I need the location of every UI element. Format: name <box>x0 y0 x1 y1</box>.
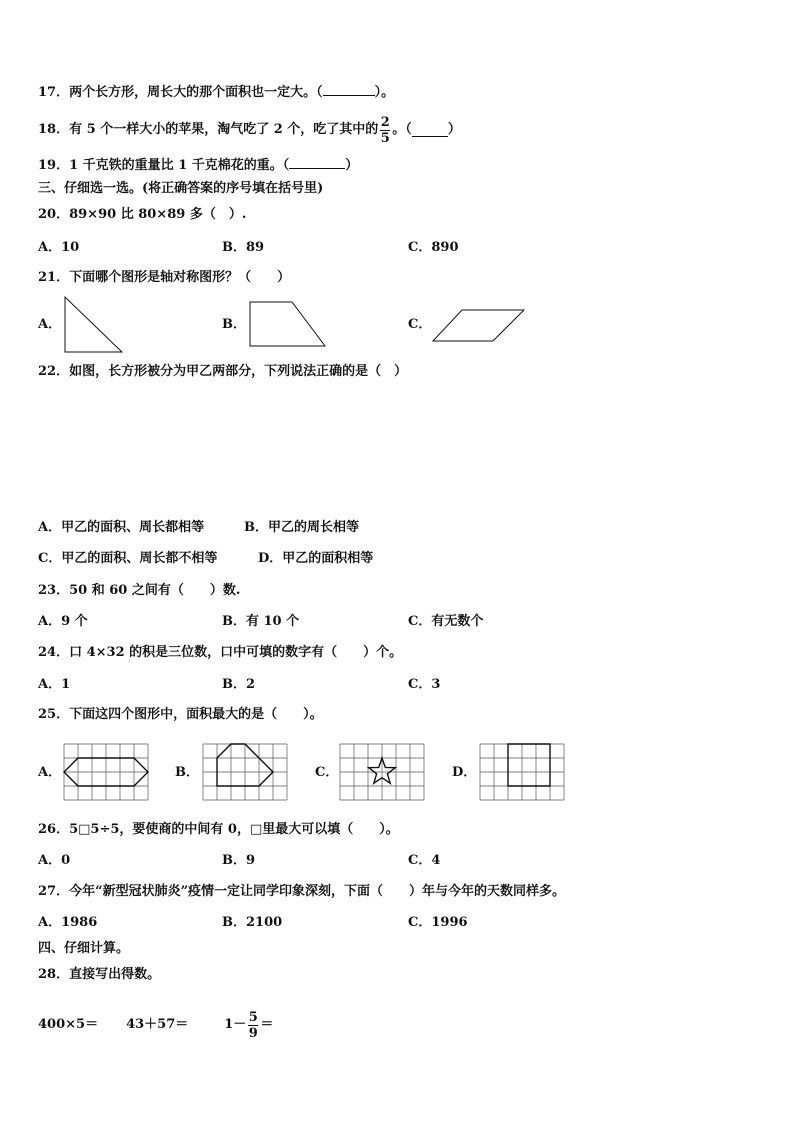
q26-option-c[interactable]: C．4 <box>408 853 441 868</box>
q17-end: ）。 <box>374 85 395 100</box>
q25-option-b[interactable]: B． <box>175 765 199 780</box>
answer-blank[interactable] <box>412 124 448 137</box>
right-triangle-shape <box>60 295 126 355</box>
question-25: 25．下面这四个图形中，面积最大的是（ ）。 <box>38 707 323 722</box>
q22-option-d[interactable]: D．甲乙的面积相等 <box>258 551 374 566</box>
q19-text: 19．1 千克铁的重量比 1 千克棉花的重。（ <box>38 158 290 173</box>
q23-option-a[interactable]: A．9 个 <box>38 614 88 629</box>
fraction-denominator: 9 <box>248 1025 258 1041</box>
q28-expressions <box>38 1008 273 1042</box>
fraction-numerator: 2 <box>380 114 390 130</box>
q21-option-c[interactable]: C． <box>408 317 432 332</box>
expression-2: 43＋57＝ <box>126 1017 189 1032</box>
question-26: 26．5□5÷5，要使商的中间有 0，□里最大可以填（ ）。 <box>38 822 399 837</box>
fraction-2-5 <box>380 116 390 145</box>
q23-option-b[interactable]: B．有 10 个 <box>222 614 300 629</box>
q20-option-b[interactable]: B．89 <box>222 240 265 255</box>
q17-text: 17．两个长方形，周长大的那个面积也一定大。（ <box>38 85 323 100</box>
q24-option-a[interactable]: A．1 <box>38 677 71 692</box>
q24-option-b[interactable]: B．2 <box>222 677 256 692</box>
question-28: 28．直接写出得数。 <box>38 967 161 982</box>
q18-end2: ） <box>447 122 461 137</box>
answer-blank[interactable] <box>289 156 345 169</box>
q25-option-c[interactable]: C． <box>315 765 339 780</box>
question-18 <box>38 116 461 144</box>
q22-option-c[interactable]: C．甲乙的面积、周长都不相等 <box>38 551 218 566</box>
section-4-heading: 四、仔细计算。 <box>38 941 130 956</box>
q24-option-c[interactable]: C．3 <box>408 677 441 692</box>
q22-option-a[interactable]: A．甲乙的面积、周长都相等 <box>38 520 205 535</box>
q27-option-c[interactable]: C．1996 <box>408 915 468 930</box>
section-3-heading: 三、仔细选一选。(将正确答案的序号填在括号里) <box>38 181 324 196</box>
q25-option-a[interactable]: A． <box>38 765 62 780</box>
q25-option-d[interactable]: D． <box>452 765 477 780</box>
q23-option-c[interactable]: C．有无数个 <box>408 614 484 629</box>
q26-option-b[interactable]: B．9 <box>222 853 256 868</box>
q19-end: ） <box>345 158 359 173</box>
q27-option-a[interactable]: A．1986 <box>38 915 98 930</box>
q18-end: 。（ <box>392 122 412 137</box>
grid-figure-d <box>478 742 570 804</box>
square-shape <box>508 744 550 786</box>
expression-3-left: 1－ <box>224 1017 247 1032</box>
fraction-5-9 <box>248 1011 258 1040</box>
question-27: 27．今年“新型冠状肺炎”疫情一定让同学印象深刻，下面（ ）年与今年的天数同样多。 <box>38 884 566 899</box>
question-24: 24．口 4×32 的积是三位数，口中可填的数字有（ ）个。 <box>38 645 403 660</box>
q20-option-a[interactable]: A．10 <box>38 240 80 255</box>
q21-option-b[interactable]: B． <box>222 317 246 332</box>
question-20: 20．89×90 比 80×89 多（ ）. <box>38 207 247 222</box>
q20-option-c[interactable]: C．890 <box>408 240 459 255</box>
fraction-denominator: 5 <box>380 130 390 146</box>
grid-figure-b <box>201 742 293 804</box>
grid-figure-a <box>62 742 154 804</box>
trapezoid-shape <box>246 299 330 349</box>
answer-blank[interactable] <box>323 83 375 96</box>
parallelogram-shape <box>430 307 528 345</box>
question-23: 23．50 和 60 之间有（ ）数. <box>38 583 241 598</box>
fraction-numerator: 5 <box>248 1009 258 1025</box>
question-19 <box>38 156 358 174</box>
expression-3-equals: ＝ <box>260 1017 274 1032</box>
expression-1: 400×5＝ <box>38 1017 99 1032</box>
question-22: 22．如图，长方形被分为甲乙两部分，下列说法正确的是（ ） <box>38 364 408 379</box>
q21-option-a[interactable]: A． <box>38 317 62 332</box>
grid-figure-c <box>338 742 430 804</box>
q26-option-a[interactable]: A．0 <box>38 853 71 868</box>
question-17 <box>38 83 394 101</box>
q22-option-b[interactable]: B．甲乙的周长相等 <box>244 520 359 535</box>
q27-option-b[interactable]: B．2100 <box>222 915 283 930</box>
question-21: 21．下面哪个图形是轴对称图形？（ ） <box>38 270 291 285</box>
q18-text: 18．有 5 个一样大小的苹果，淘气吃了 2 个，吃了其中的 <box>38 122 379 137</box>
